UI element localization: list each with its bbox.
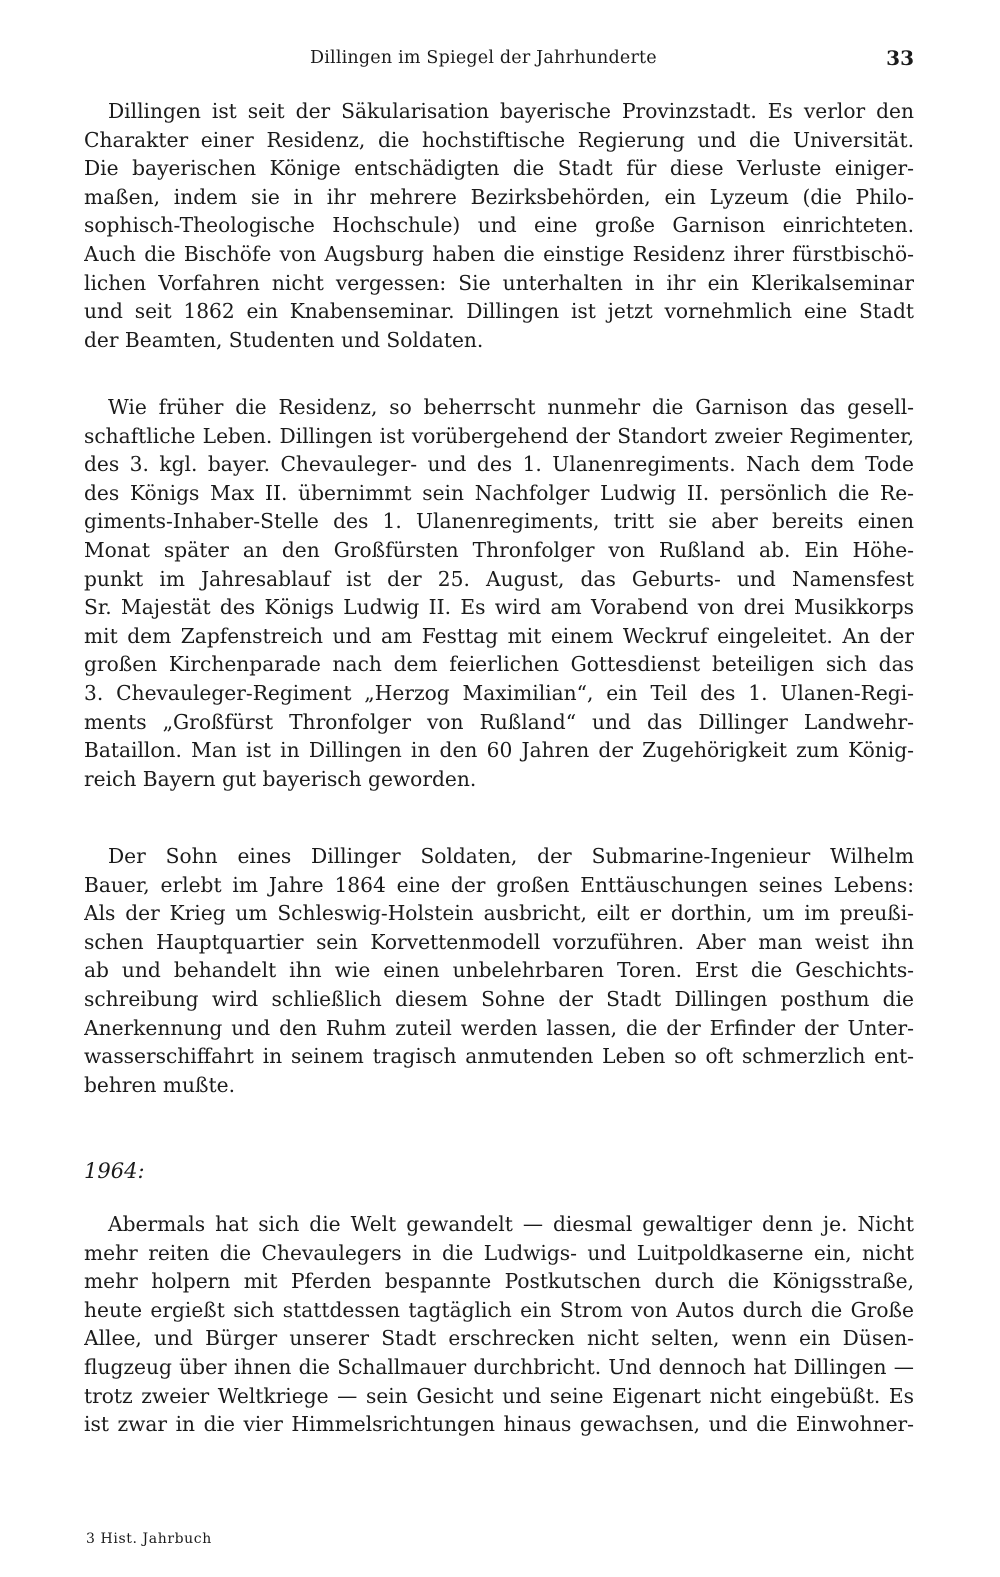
text-line: schen Hauptquartier sein Korvettenmodell vorzuführen. Aber man weist ihn	[84, 929, 914, 954]
text-line: giments-Inhaber-Stelle des 1. Ulanenregiments, tritt sie aber bereits einen	[84, 509, 914, 534]
running-head-title: Dillingen im Spiegel der Jahrhunderte	[310, 48, 657, 68]
text-line: flugzeug über ihnen die Schallmauer durchbricht. Und dennoch hat Dillingen —	[84, 1354, 914, 1379]
text-line: ments „Großfürst Thronfolger von Rußland“ und das Dillinger Landwehr-	[84, 709, 914, 734]
text-line: Monat später an den Großfürsten Thronfolger von Rußland ab. Ein Höhe-	[84, 537, 914, 562]
text-line: schaftliche Leben. Dillingen ist vorübergehend der Standort zweier Regimenter,	[84, 423, 914, 448]
text-line: lichen Vorfahren nicht vergessen: Sie unterhalten in ihr ein Klerikalseminar	[84, 270, 914, 295]
text-line: Charakter einer Residenz, die hochstiftische Regierung und die Universität.	[84, 127, 914, 152]
text-line: heute ergießt sich stattdessen tagtäglich ein Strom von Autos durch die Große	[84, 1297, 914, 1322]
page-number: 33	[886, 46, 914, 70]
text-line: Anerkennung und den Ruhm zuteil werden lassen, die der Erfinder der Unter-	[84, 1015, 914, 1040]
paragraph-4	[84, 1210, 914, 1439]
text-line: Bataillon. Man ist in Dillingen in den 60 Jahren der Zugehörigkeit zum König-	[84, 738, 914, 763]
text-line: großen Kirchenparade nach dem feierlichen Gottesdienst beteiligen sich das	[84, 652, 914, 677]
text-line: mehr holpern mit Pferden bespannte Postkutschen durch die Königsstraße,	[84, 1269, 914, 1294]
text-line: Abermals hat sich die Welt gewandelt — diesmal gewaltiger denn je. Nicht	[108, 1212, 914, 1236]
text-line: mit dem Zapfenstreich und am Festtag mit einem Weckruf eingeleitet. An der	[84, 623, 914, 648]
text-line: punkt im Jahresablauf ist der 25. August, das Geburts- und Namensfest	[84, 566, 914, 591]
text-line: der Beamten, Studenten und Soldaten.	[84, 327, 484, 352]
text-line: schreibung wird schließlich diesem Sohne der Stadt Dillingen posthum die	[84, 986, 914, 1011]
text-line: Bauer, erlebt im Jahre 1864 eine der großen Enttäuschungen seines Lebens:	[84, 872, 914, 897]
text-line: ist zwar in die vier Himmelsrichtungen hinaus gewachsen, und die Einwohner-	[84, 1412, 914, 1437]
text-line: wasserschiffahrt in seinem tragisch anmutenden Leben so oft schmerzlich ent-	[84, 1044, 914, 1069]
text-line: Sr. Majestät des Königs Ludwig II. Es wird am Vorabend von drei Musikkorps	[84, 595, 914, 620]
footer-signature: 3 Hist. Jahrbuch	[86, 1531, 212, 1547]
text-line: reich Bayern gut bayerisch geworden.	[84, 766, 477, 791]
text-line: Als der Krieg um Schleswig-Holstein ausbricht, eilt er dorthin, um im preußi-	[84, 901, 914, 926]
text-line: Dillingen ist seit der Säkularisation bayerische Provinzstadt. Es verlor den	[108, 99, 914, 123]
text-line: ab und behandelt ihn wie einen unbelehrbaren Toren. Erst die Geschichts-	[84, 958, 914, 983]
text-line: trotz zweier Weltkriege — sein Gesicht und seine Eigenart nicht eingebüßt. Es	[84, 1383, 914, 1408]
text-line: maßen, indem sie in ihr mehrere Bezirksbehörden, ein Lyzeum (die Philo-	[84, 184, 914, 209]
text-line: des Königs Max II. übernimmt sein Nachfolger Ludwig II. persönlich die Re-	[84, 480, 914, 505]
text-line: Der Sohn eines Dillinger Soldaten, der Submarine-Ingenieur Wilhelm	[108, 844, 914, 868]
text-line: behren mußte.	[84, 1072, 235, 1097]
text-line: sophisch-Theologische Hochschule) und eine große Garnison einrichteten.	[84, 213, 914, 238]
text-line: 3. Chevauleger-Regiment „Herzog Maximilian“, ein Teil des 1. Ulanen-Regi-	[84, 680, 914, 705]
text-line: Auch die Bischöfe von Augsburg haben die einstige Residenz ihrer fürstbischö-	[84, 241, 914, 266]
text-line: Wie früher die Residenz, so beherrscht nunmehr die Garnison das gesell-	[108, 395, 914, 419]
paragraph-2	[84, 393, 914, 793]
text-line: Allee, und Bürger unserer Stadt erschrecken nicht selten, wenn ein Düsen-	[84, 1326, 914, 1351]
text-line: des 3. kgl. bayer. Chevauleger- und des 1. Ulanenregiments. Nach dem Tode	[84, 452, 914, 477]
section-date-heading: 1964:	[84, 1159, 145, 1183]
text-line: Die bayerischen Könige entschädigten die Stadt für diese Verluste einiger-	[84, 156, 914, 181]
text-line: mehr reiten die Chevaulegers in die Ludwigs- und Luitpoldkaserne ein, nicht	[84, 1240, 914, 1265]
paragraph-1	[84, 97, 914, 354]
paragraph-3	[84, 842, 914, 1099]
text-line: und seit 1862 ein Knabenseminar. Dillingen ist jetzt vornehmlich eine Stadt	[84, 299, 914, 324]
